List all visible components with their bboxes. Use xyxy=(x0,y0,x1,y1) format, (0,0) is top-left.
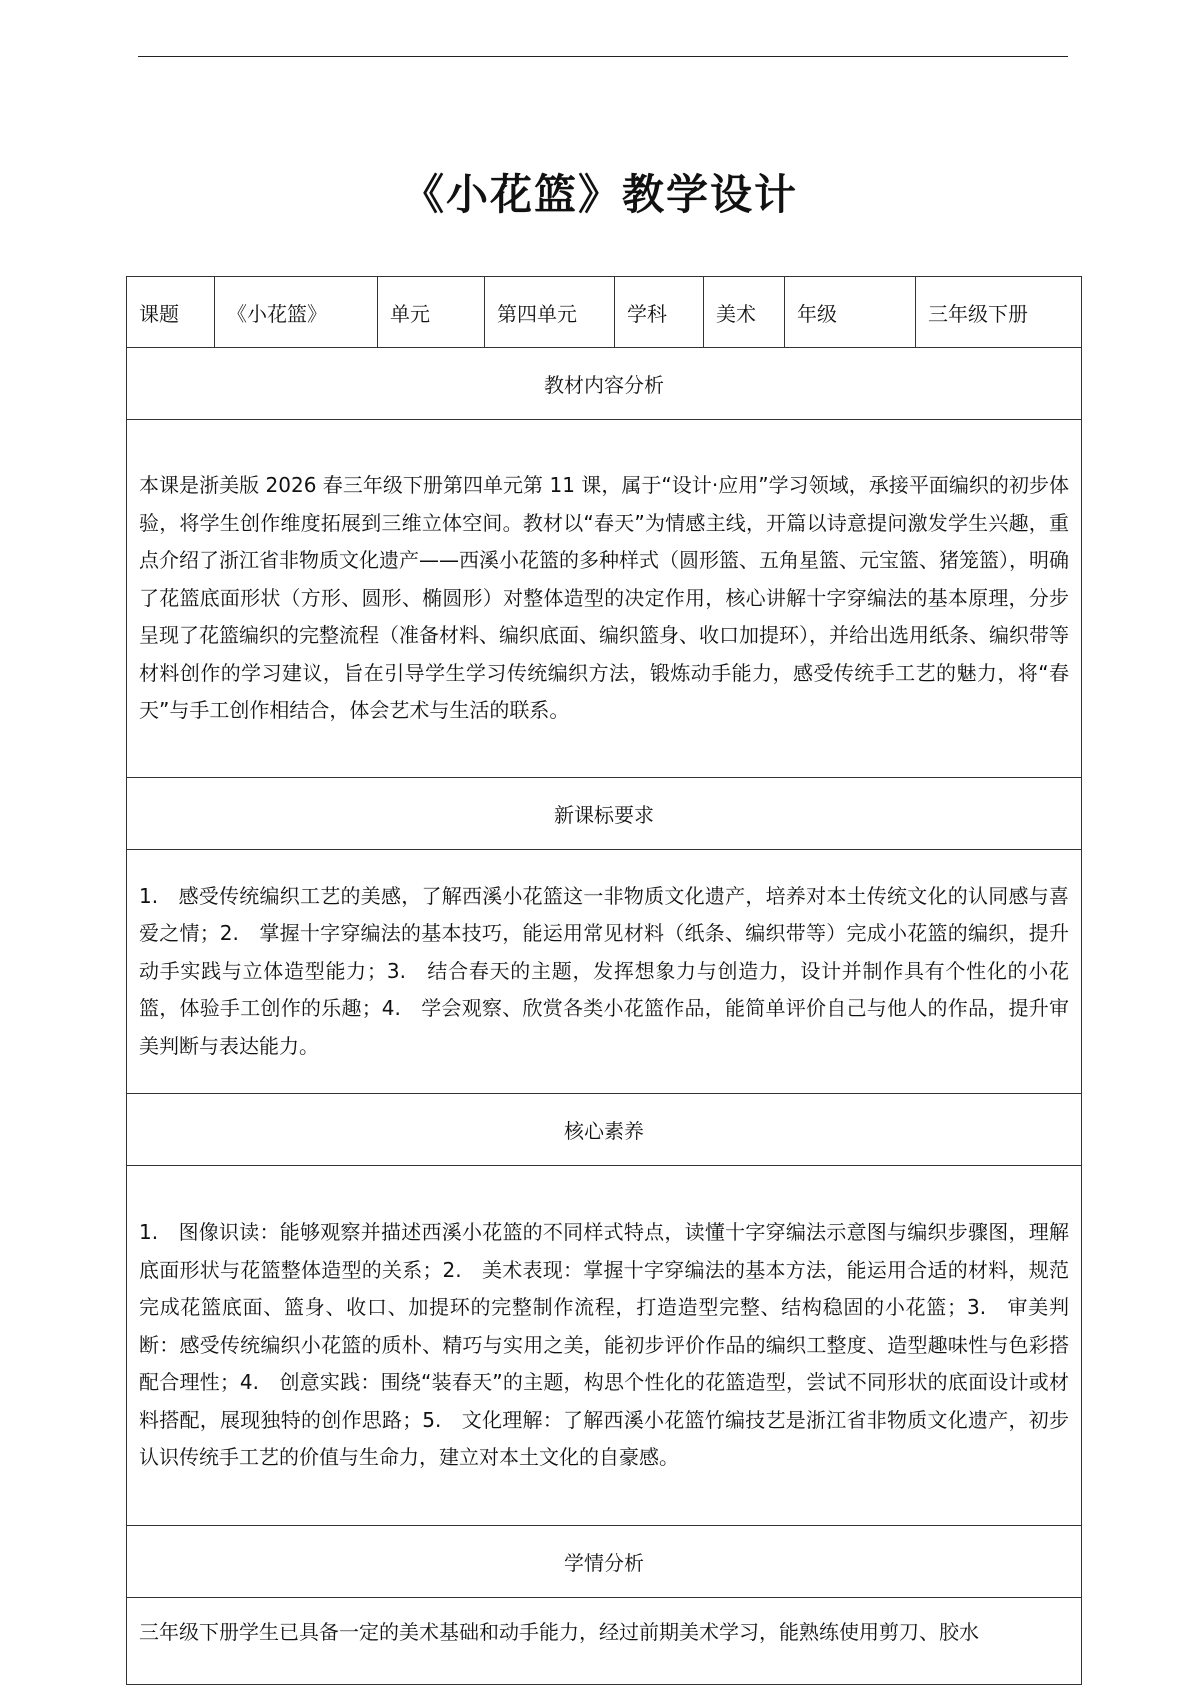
unit-value: 第四单元 xyxy=(485,277,615,348)
subject-label: 学科 xyxy=(615,277,704,348)
section-heading-curriculum-requirements: 新课标要求 xyxy=(127,778,1082,850)
document-title: 《小花篮》教学设计 xyxy=(401,170,798,219)
unit-label: 单元 xyxy=(378,277,485,348)
section-body-row xyxy=(127,420,1082,778)
section-body-core-competencies: 1. 图像识读：能够观察并描述西溪小花篮的不同样式特点，读懂十字穿编法示意图与编织步骤图，理解底面形状与花篮整体造型的关系；2. 美术表现：掌握十字穿编法的基本方法，能运用合适的材料，规范完成花篮底面、篮身、收口、加提环的完整制作流程，打造造型完整、结构稳固的小花篮；3. 审美判断：感受传统编织小花篮的质朴、精巧与实用之美，能初步评价作品的编织工整度、造型趣味性与色彩搭配合理性；4. 创意实践：围绕“装春天”的主题，构思个性化的花篮造型，尝试不同形状的底面设计或材料搭配，展现独特的创作思路；5. 文化理解：了解西溪小花篮竹编技艺是浙江省非物质文化遗产，初步认识传统手工艺的价值与生命力，建立对本土文化的自豪感。 xyxy=(127,1166,1082,1526)
section-heading-row xyxy=(127,348,1082,420)
header-rule xyxy=(138,56,1068,57)
section-heading-row xyxy=(127,778,1082,850)
course-label: 课题 xyxy=(127,277,215,348)
section-heading-textbook-analysis: 教材内容分析 xyxy=(127,348,1082,420)
grade-value: 三年级下册 xyxy=(916,277,1082,348)
section-heading-row xyxy=(127,1526,1082,1598)
info-row xyxy=(127,277,1082,348)
course-value: 《小花篮》 xyxy=(215,277,378,348)
section-body-row xyxy=(127,1166,1082,1526)
section-heading-row xyxy=(127,1094,1082,1166)
section-body-textbook-analysis: 本课是浙美版 2026 春三年级下册第四单元第 11 课，属于“设计·应用”学习领域，承接平面编织的初步体验，将学生创作维度拓展到三维立体空间。教材以“春天”为情感主线，开篇以诗意提问激发学生兴趣，重点介绍了浙江省非物质文化遗产——西溪小花篮的多种样式（圆形篮、五角星篮、元宝篮、猪笼篮），明确了花篮底面形状（方形、圆形、椭圆形）对整体造型的决定作用，核心讲解十字穿编法的基本原理，分步呈现了花篮编织的完整流程（准备材料、编织底面、编织篮身、收口加提环），并给出选用纸条、编织带等材料创作的学习建议，旨在引导学生学习传统编织方法，锻炼动手能力，感受传统手工艺的魅力，将“春天”与手工创作相结合，体会艺术与生活的联系。 xyxy=(127,420,1082,778)
subject-value: 美术 xyxy=(704,277,785,348)
section-heading-student-analysis: 学情分析 xyxy=(127,1526,1082,1598)
grade-label: 年级 xyxy=(785,277,916,348)
section-body-row xyxy=(127,850,1082,1094)
section-heading-core-competencies: 核心素养 xyxy=(127,1094,1082,1166)
section-body-row xyxy=(127,1598,1082,1685)
section-body-student-analysis: 三年级下册学生已具备一定的美术基础和动手能力，经过前期美术学习，能熟练使用剪刀、胶水 xyxy=(127,1598,1082,1685)
section-body-curriculum-requirements: 1. 感受传统编织工艺的美感，了解西溪小花篮这一非物质文化遗产，培养对本土传统文化的认同感与喜爱之情；2. 掌握十字穿编法的基本技巧，能运用常见材料（纸条、编织带等）完成小花篮的编织，提升动手实践与立体造型能力；3. 结合春天的主题，发挥想象力与创造力，设计并制作具有个性化的小花篮，体验手工创作的乐趣；4. 学会观察、欣赏各类小花篮作品，能简单评价自己与他人的作品，提升审美判断与表达能力。 xyxy=(127,850,1082,1094)
lesson-plan-table xyxy=(126,276,1082,1685)
